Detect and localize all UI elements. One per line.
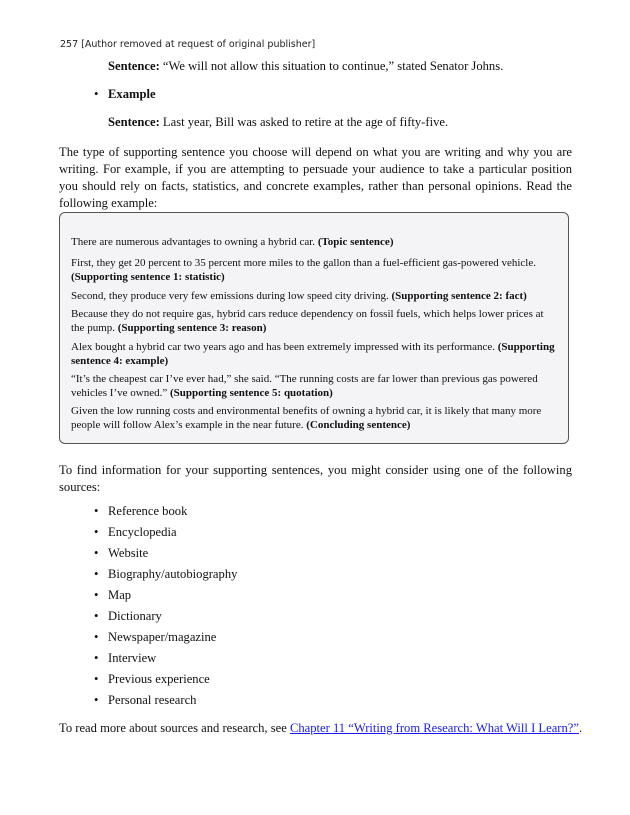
sentence-label: Sentence:	[108, 59, 160, 73]
box-line-topic: There are numerous advantages to owning a hybrid car. (Topic sentence)	[71, 236, 394, 248]
example-bullet	[94, 87, 156, 102]
list-item: • Website	[94, 546, 149, 560]
box-line-support-1: First, they get 20 percent to 35 percent more miles to the gallon than a fuel-efficient gas-powered vehicle. (Supporting sentence 1: statistic)	[71, 257, 536, 283]
list-item: • Biography/autobiography	[94, 567, 238, 581]
closing-text: To read more about sources and research, see	[59, 721, 290, 735]
list-item: • Previous experience	[94, 672, 210, 686]
intro-paragraph: The type of supporting sentence you choose will depend on what you are writing and why you are writing. For example, if you are attempting to persuade your audience to take a particular position you should rely on facts, statistics, and concrete examples, rather than personal opinions. Read the following example:	[59, 145, 572, 210]
sentence-text: “We will not allow this situation to continue,” stated Senator Johns.	[159, 59, 504, 73]
box-line-support-5: “It’s the cheapest car I’ve ever had,” she said. “The running costs are far lower than previous gas powered vehicles I’ve owned.” (Supporting sentence 5: quotation)	[71, 373, 538, 399]
example-bullet-label: Example	[108, 87, 156, 101]
closing-sentence	[59, 721, 582, 736]
list-item: • Reference book	[94, 504, 188, 518]
list-item: • Map	[94, 588, 132, 602]
list-item: • Dictionary	[94, 609, 162, 623]
example-sentence-1	[108, 59, 503, 74]
box-line-conclusion: Given the low running costs and environmental benefits of owning a hybrid car, it is likely that many more people will follow Alex’s example in the near future. (Concluding sentence)	[71, 405, 542, 431]
list-item: • Newspaper/magazine	[94, 630, 217, 644]
box-line-support-4: Alex bought a hybrid car two years ago and has been extremely impressed with its performance. (Supporting sentence 4: example)	[71, 341, 555, 367]
author-note: [Author removed at request of original publisher]	[81, 39, 316, 50]
example-sentence-2	[108, 115, 448, 130]
box-line-support-2: Second, they produce very few emissions during low speed city driving. (Supporting sentence 2: fact)	[71, 290, 527, 302]
sentence-label: Sentence:	[108, 115, 160, 129]
sources-paragraph: To find information for your supporting sentences, you might consider using one of the following sources:	[59, 463, 572, 494]
page-header	[60, 39, 315, 50]
box-line-support-3: Because they do not require gas, hybrid cars reduce dependency on fossil fuels, which helps lower prices at the pump. (Supporting sentence 3: reason)	[71, 308, 544, 334]
list-item: • Interview	[94, 651, 157, 665]
list-item: • Personal research	[94, 693, 197, 707]
example-box	[59, 212, 569, 444]
page-number: 257	[60, 39, 79, 50]
closing-end: .	[578, 721, 583, 735]
list-item: • Encyclopedia	[94, 525, 177, 539]
chapter-11-link[interactable]: Chapter 11 “Writing from Research: What Will I Learn?”	[289, 721, 579, 735]
sentence-text: Last year, Bill was asked to retire at the age of fifty-five.	[159, 115, 449, 129]
bullet-dot: •	[94, 87, 99, 101]
